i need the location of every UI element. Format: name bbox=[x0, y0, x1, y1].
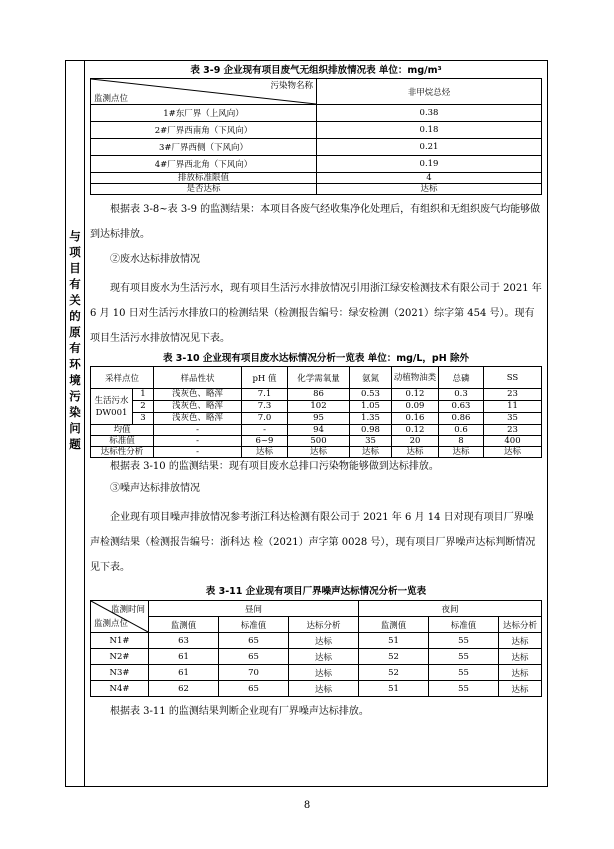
table-3-11-cell: 55 bbox=[429, 633, 499, 649]
sample-no: 2 bbox=[133, 401, 154, 413]
table-3-11-cell: 70 bbox=[219, 665, 289, 681]
table-3-9-caption: 表 3-9 企业现有项目废气无组织排放情况表 单位：mg/m³ bbox=[190, 65, 442, 76]
table-3-10-cell: 0.53 bbox=[350, 389, 392, 401]
table-3-10-cell: 35 bbox=[484, 413, 542, 425]
table-3-9 bbox=[90, 78, 542, 195]
table-3-9-row-label: 4#厂界西北角（下风向） bbox=[91, 156, 317, 173]
heading-wastewater: ②废水达标排放情况 bbox=[110, 254, 200, 265]
table-3-10-cell: 0.09 bbox=[392, 401, 439, 413]
table-3-9-row-label: 3#厂界西侧（下风向） bbox=[91, 139, 317, 156]
table-3-10-cell: 7.0 bbox=[242, 413, 288, 425]
header-monitor-point: 监测点位 bbox=[94, 619, 129, 629]
table-3-10-cell: 0.12 bbox=[392, 425, 439, 436]
table-3-10-cell: 6~9 bbox=[242, 436, 288, 447]
table-3-10-cell: 达标 bbox=[484, 447, 542, 458]
table-3-10-cell: 0.63 bbox=[439, 401, 484, 413]
table-3-10-cell: 11 bbox=[484, 401, 542, 413]
table-3-10-cell: 0.6 bbox=[439, 425, 484, 436]
paragraph-wastewater-intro: 现有项目废水为生活污水，现有项目生活污水排放情况引用浙江绿安检测技术有限公司于 2021 年 6 月 10 日对生活污水排放口的检测结果（检测报告编号：绿安检测（2021）综字第 454 号）。现有项目生活污水排放情况见下表。 bbox=[90, 283, 542, 344]
sub-header: 标准值 bbox=[429, 617, 499, 633]
table-3-9-diagonal-header bbox=[91, 79, 317, 105]
sub-header: 监测值 bbox=[359, 617, 429, 633]
page-number: 8 bbox=[303, 800, 311, 811]
header-pollutant: 污染物名称 bbox=[270, 81, 313, 91]
table-3-10-cell: 35 bbox=[350, 436, 392, 447]
table-3-10-cell: 7.3 bbox=[242, 401, 288, 413]
table-3-9-row-value: 0.19 bbox=[317, 156, 542, 173]
table-3-10-cell: 浅灰色、略浑 bbox=[154, 413, 242, 425]
table-3-11-cell: 达标 bbox=[499, 665, 542, 681]
noise-point: N1# bbox=[91, 633, 149, 649]
table-3-11-cell: 51 bbox=[359, 681, 429, 697]
table-3-11-cell: 达标 bbox=[289, 681, 359, 697]
sub-header: 标准值 bbox=[219, 617, 289, 633]
paragraph-noise-result: 根据表 3-11 的监测结果判断企业现有厂界噪声达标排放。 bbox=[110, 706, 369, 717]
header-monitor-point: 监测点位 bbox=[94, 94, 129, 104]
side-label: 与项目有关的原有环境污染问题 bbox=[69, 229, 81, 451]
table-3-11-cell: 62 bbox=[149, 681, 219, 697]
table-3-11-cell: 达标 bbox=[289, 665, 359, 681]
table-3-9-row-label: 2#厂界西南角（下风向） bbox=[91, 122, 317, 139]
table-3-11-cell: 55 bbox=[429, 681, 499, 697]
header-ss: SS bbox=[484, 367, 542, 389]
analysis-label: 达标性分析 bbox=[91, 447, 154, 458]
table-3-11-cell: 达标 bbox=[499, 649, 542, 665]
table-3-11-cell: 52 bbox=[359, 649, 429, 665]
paragraph-air-result: 根据表 3-8~表 3-9 的监测结果：本项目各废气经收集净化处理后，有组织和无组织废气均能够做到达标排放。 bbox=[90, 204, 541, 240]
table-3-11-cell: 达标 bbox=[289, 633, 359, 649]
table-3-11-cell: 61 bbox=[149, 649, 219, 665]
mean-label: 均值 bbox=[91, 425, 154, 436]
header-ammonia: 氨氮 bbox=[350, 367, 392, 389]
table-3-10-cell: 95 bbox=[288, 413, 350, 425]
table-3-10-cell: 达标 bbox=[350, 447, 392, 458]
paragraph-wastewater-result: 根据表 3-10 的监测结果：现有项目废水总排口污染物能够做到达标排放。 bbox=[110, 461, 439, 472]
table-3-9-row-value: 0.38 bbox=[317, 105, 542, 122]
table-3-10-cell: 1.05 bbox=[350, 401, 392, 413]
table-3-11-cell: 65 bbox=[219, 681, 289, 697]
standard-label: 标准值 bbox=[91, 436, 154, 447]
table-3-10-caption: 表 3-10 企业现有项目废水达标情况分析一览表 单位：mg/L，pH 除外 bbox=[163, 353, 469, 364]
header-monitor-time: 监测时间 bbox=[110, 605, 145, 615]
sub-header: 监测值 bbox=[149, 617, 219, 633]
table-3-11-cell: 达标 bbox=[499, 633, 542, 649]
noise-point: N4# bbox=[91, 681, 149, 697]
table-3-11-cell: 63 bbox=[149, 633, 219, 649]
paragraph-noise-intro: 企业现有项目噪声排放情况参考浙江科达检测有限公司于 2021 年 6 月 14 日对现有项目厂界噪声检测结果（检测报告编号：浙科达 检（2021）声字第 0028 号），现有项目厂界噪声达标判断情况见下表。 bbox=[90, 512, 536, 573]
table-3-10-cell: 1.35 bbox=[350, 413, 392, 425]
header-oil: 动植物油类 bbox=[392, 367, 439, 389]
table-3-9-row-label: 排放标准限值 bbox=[91, 173, 317, 184]
table-3-10-cell: 102 bbox=[288, 401, 350, 413]
table-3-9-row-value: 0.18 bbox=[317, 122, 542, 139]
table-3-11-cell: 51 bbox=[359, 633, 429, 649]
table-3-11-caption: 表 3-11 企业现有项目厂界噪声达标情况分析一览表 bbox=[205, 586, 427, 597]
table-3-11-cell: 55 bbox=[429, 665, 499, 681]
table-3-11-diagonal-header bbox=[91, 601, 149, 633]
sample-point-name: 生活污水DW001 bbox=[91, 389, 133, 425]
table-3-9-row-label: 1#东厂界（上风向） bbox=[91, 105, 317, 122]
sample-no: 3 bbox=[133, 413, 154, 425]
table-3-10-cell: 达标 bbox=[288, 447, 350, 458]
header-cod: 化学需氧量 bbox=[288, 367, 350, 389]
table-3-10-cell: - bbox=[154, 425, 242, 436]
header-tp: 总磷 bbox=[439, 367, 484, 389]
table-3-10-cell: 500 bbox=[288, 436, 350, 447]
table-3-11-cell: 达标 bbox=[499, 681, 542, 697]
table-3-10 bbox=[90, 366, 542, 458]
sub-header: 达标分析 bbox=[499, 617, 542, 633]
table-3-10-cell: 达标 bbox=[242, 447, 288, 458]
table-3-11-cell: 65 bbox=[219, 649, 289, 665]
table-3-11-cell: 52 bbox=[359, 665, 429, 681]
noise-point: N2# bbox=[91, 649, 149, 665]
table-3-11-cell: 61 bbox=[149, 665, 219, 681]
header-sample-point: 采样点位 bbox=[91, 367, 154, 389]
table-3-10-cell: - bbox=[242, 425, 288, 436]
table-3-10-cell: 0.3 bbox=[439, 389, 484, 401]
table-3-10-cell: 23 bbox=[484, 425, 542, 436]
table-3-10-cell: - bbox=[154, 447, 242, 458]
table-3-11-cell: 65 bbox=[219, 633, 289, 649]
table-3-10-cell: 达标 bbox=[392, 447, 439, 458]
header-day: 昼间 bbox=[149, 601, 359, 617]
table-3-10-cell: 浅灰色、略浑 bbox=[154, 401, 242, 413]
table-3-9-row-value: 4 bbox=[317, 173, 542, 184]
table-3-10-cell: 94 bbox=[288, 425, 350, 436]
table-3-9-row-value: 达标 bbox=[317, 184, 542, 195]
sub-header: 达标分析 bbox=[289, 617, 359, 633]
header-night: 夜间 bbox=[359, 601, 542, 617]
table-3-9-row-label: 是否达标 bbox=[91, 184, 317, 195]
noise-point: N3# bbox=[91, 665, 149, 681]
table-3-10-cell: 86 bbox=[288, 389, 350, 401]
table-3-10-cell: 400 bbox=[484, 436, 542, 447]
table-3-10-cell: 0.12 bbox=[392, 389, 439, 401]
table-3-10-cell: 0.86 bbox=[439, 413, 484, 425]
header-nmhc: 非甲烷总烃 bbox=[317, 79, 542, 105]
table-3-10-cell: 23 bbox=[484, 389, 542, 401]
table-3-11-cell: 55 bbox=[429, 649, 499, 665]
table-3-10-cell: 0.16 bbox=[392, 413, 439, 425]
header-ph: pH 值 bbox=[242, 367, 288, 389]
content bbox=[90, 64, 542, 724]
table-3-10-cell: - bbox=[154, 436, 242, 447]
table-3-10-cell: 浅灰色、略浑 bbox=[154, 389, 242, 401]
table-3-9-row-value: 0.21 bbox=[317, 139, 542, 156]
sample-no: 1 bbox=[133, 389, 154, 401]
table-3-10-cell: 20 bbox=[392, 436, 439, 447]
table-3-10-cell: 达标 bbox=[439, 447, 484, 458]
table-3-10-cell: 0.98 bbox=[350, 425, 392, 436]
table-3-10-cell: 8 bbox=[439, 436, 484, 447]
header-sample-nature: 样品性状 bbox=[154, 367, 242, 389]
heading-noise: ③噪声达标排放情况 bbox=[110, 483, 200, 494]
table-3-11-cell: 达标 bbox=[289, 649, 359, 665]
table-3-10-cell: 7.1 bbox=[242, 389, 288, 401]
table-3-11 bbox=[90, 600, 542, 697]
